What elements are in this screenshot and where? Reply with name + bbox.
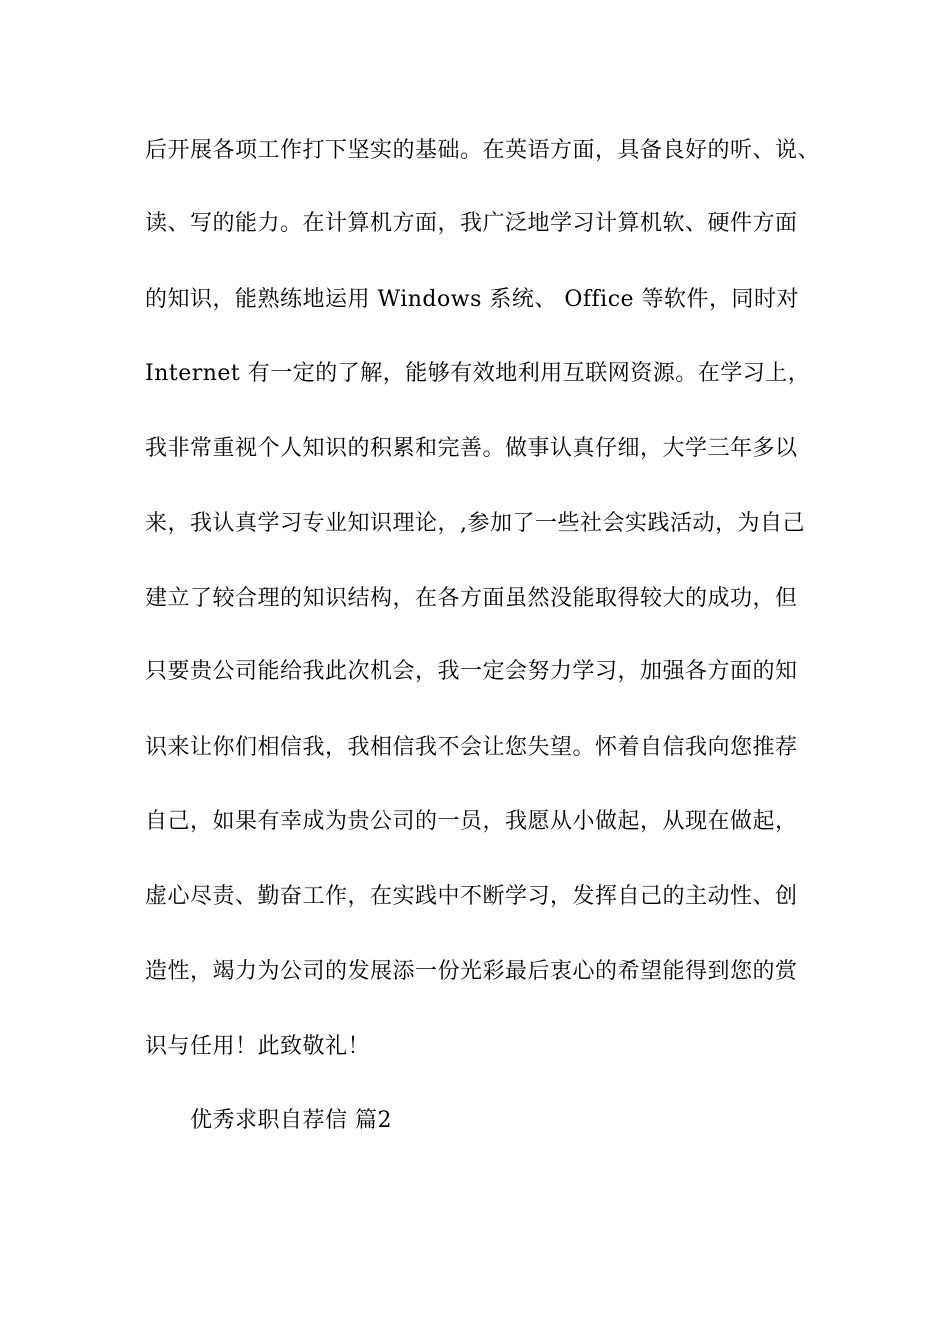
body-line-10: 自己，如果有幸成为贵公司的一员，我愿从小做起，从现在做起，	[145, 809, 798, 834]
section-heading: 优秀求职自荐信 篇2	[190, 1108, 392, 1133]
body-line-1: 后开展各项工作打下坚实的基础。在英语方面，具备良好的听、说、	[145, 138, 821, 163]
body-line-5: 我非常重视个人知识的积累和完善。做事认真仔细，大学三年多以	[145, 436, 798, 461]
body-line-7: 建立了较合理的知识结构，在各方面虽然没能取得较大的成功，但	[145, 586, 798, 611]
body-line-3: 的知识，能熟练地运用 Windows 系统、 Office 等软件，同时对	[145, 287, 800, 312]
body-line-4: Internet 有一定的了解，能够有效地利用互联网资源。在学习上，	[145, 361, 811, 386]
body-line-8: 只要贵公司能给我此次机会，我一定会努力学习，加强各方面的知	[145, 659, 798, 684]
body-line-2: 读、写的能力。在计算机方面，我广泛地学习计算机软、硬件方面	[145, 211, 798, 236]
body-line-13: 识与任用！此致敬礼！	[145, 1034, 371, 1059]
body-line-6: 来，我认真学习专业知识理论，,参加了一些社会实践活动，为自己	[145, 511, 805, 536]
body-line-9: 识来让你们相信我，我相信我不会让您失望。怀着自信我向您推荐	[145, 735, 798, 760]
body-line-12: 造性，竭力为公司的发展添一份光彩最后衷心的希望能得到您的赏	[145, 959, 798, 984]
body-line-11: 虚心尽责、勤奋工作，在实践中不断学习，发挥自己的主动性、创	[145, 884, 798, 909]
